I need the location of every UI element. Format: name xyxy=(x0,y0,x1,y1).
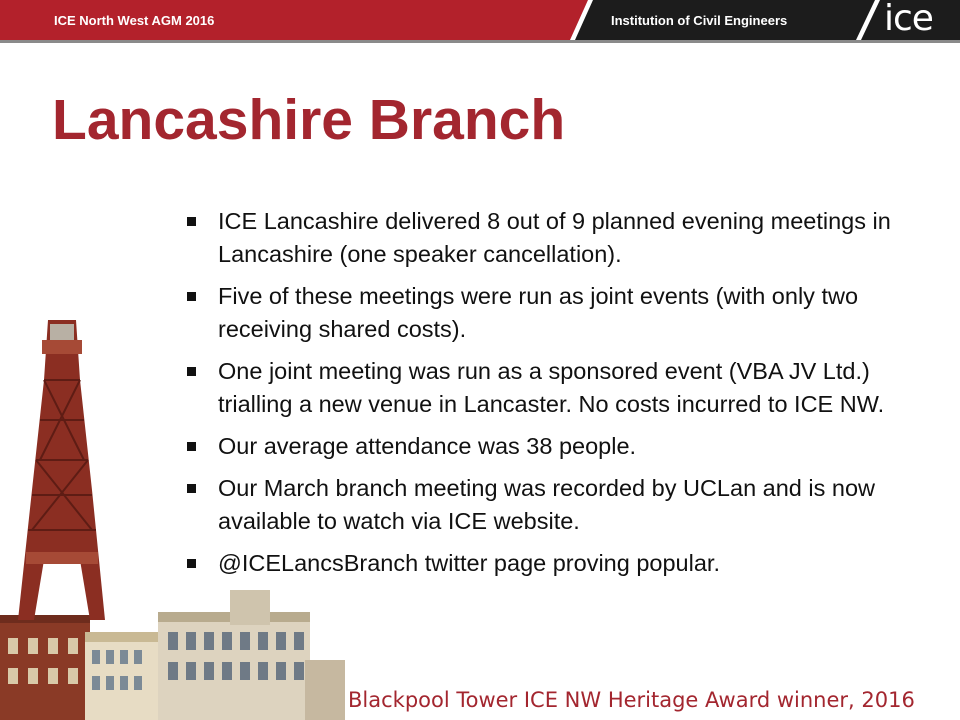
image-caption: Blackpool Tower ICE NW Heritage Award winner, 2016 xyxy=(348,688,915,712)
blackpool-tower-image xyxy=(0,320,345,720)
square-bullet-icon xyxy=(187,217,196,226)
event-label: ICE North West AGM 2016 xyxy=(54,13,215,28)
ice-logo: ice xyxy=(884,0,933,39)
bullet-text: One joint meeting was run as a sponsored event (VBA JV Ltd.) trialling a new venue in Lancaster. No costs incurred to ICE NW. xyxy=(218,358,885,417)
organization-label: Institution of Civil Engineers xyxy=(611,13,788,28)
bullet-text: ICE Lancashire delivered 8 out of 9 planned evening meetings in Lancashire (one speaker cancellation). xyxy=(218,208,891,267)
bullet-text: Five of these meetings were run as joint events (with only two receiving shared costs). xyxy=(218,283,859,342)
bullet-text: @ICELancsBranch twitter page proving popular. xyxy=(218,550,720,576)
square-bullet-icon xyxy=(187,292,196,301)
bullet-item xyxy=(184,205,914,271)
slide-title: Lancashire Branch xyxy=(52,88,566,152)
bullet-text: Our average attendance was 38 people. xyxy=(218,433,637,459)
header-banner xyxy=(0,0,960,44)
bullet-text: Our March branch meeting was recorded by UCLan and is now available to watch via ICE website. xyxy=(218,475,876,534)
